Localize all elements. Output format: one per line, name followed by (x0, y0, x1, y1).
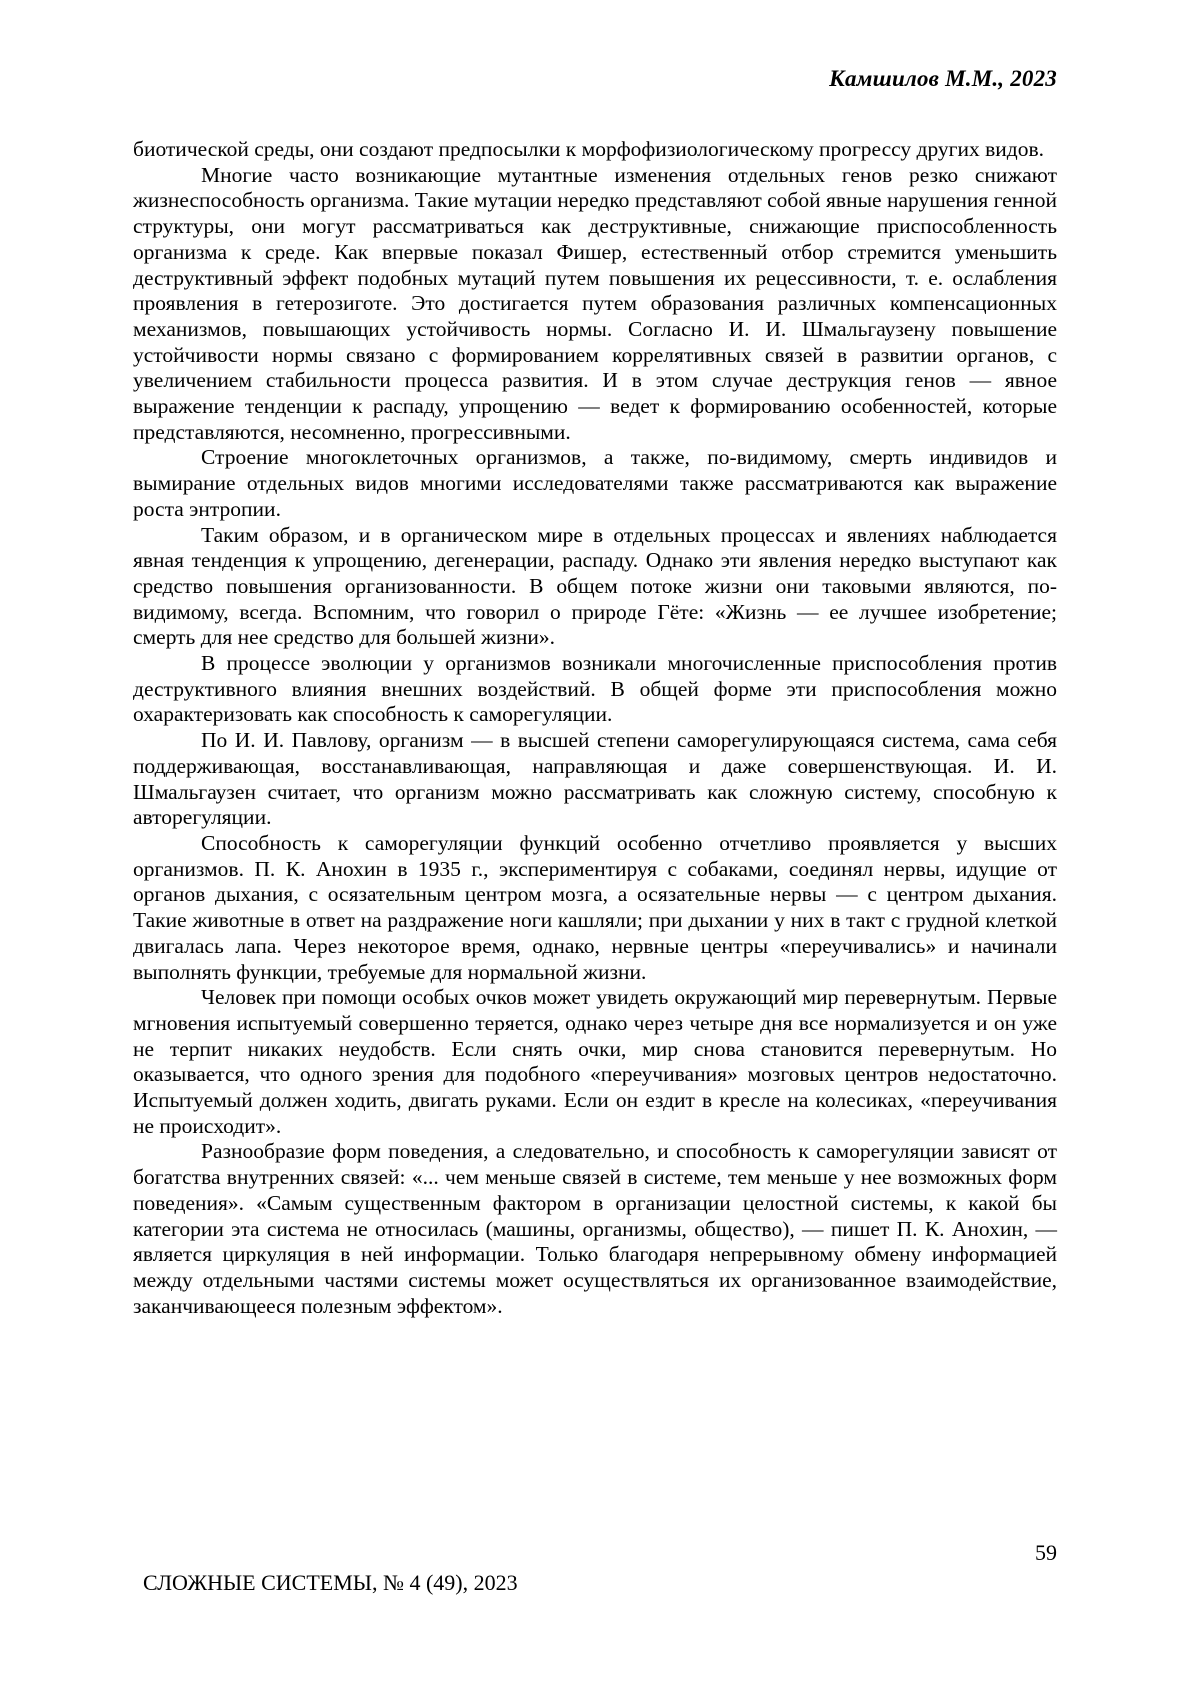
paragraph: В процессе эволюции у организмов возникали многочисленные приспособления против деструктивного влияния внешних воздействий. В общей форме эти приспособления можно охарактеризовать как способность к саморегуляции. (133, 651, 1057, 727)
paragraph: Таким образом, и в органическом мире в отдельных процессах и явлениях наблюдается явная тенденция к упрощению, дегенерации, распаду. Однако эти явления нередко выступают как средство повышения организованности. В общем потоке жизни они таковыми являются, по-видимому, всегда. Вспомним, что говорил о природе Гёте: «Жизнь — ее лучшее изобретение; смерть для нее средство для большей жизни». (133, 522, 1057, 650)
paragraph: Многие часто возникающие мутантные изменения отдельных генов резко снижают жизнеспособность организма. Такие мутации нередко представляют собой явные нарушения генной структуры, они могут рассматриваться как деструктивные, снижающие приспособленность организма к среде. Как впервые показал Фишер, естественный отбор стремится уменьшить деструктивный эффект подобных мутаций путем повышения их рецессивности, т. е. ослабления проявления в гетерозиготе. Это достигается путем образования различных компенсационных механизмов, повышающих устойчивость нормы. Согласно И. И. Шмальгаузену повышение устойчивости нормы связано с формированием коррелятивных связей в развитии органов, с увеличением стабильности процесса развития. И в этом случае деструкция генов — явное выражение тенденции к распаду, упрощению — ведет к формированию особенностей, которые представляются, несомненно, прогрессивными. (133, 162, 1057, 444)
paragraph: По И. И. Павлову, организм — в высшей степени саморегулирующаяся система, сама себя поддерживающая, восстанавливающая, направляющая и даже совершенствующая. И. И. Шмальгаузен считает, что организм можно рассматривать как сложную систему, способную к авторегуляции. (133, 728, 1057, 830)
paragraph: Строение многоклеточных организмов, а также, по-видимому, смерть индивидов и вымирание отдельных видов многими исследователями также рассматриваются как выражение роста энтропии. (133, 445, 1057, 521)
journal-footer: СЛОЖНЫЕ СИСТЕМЫ, № 4 (49), 2023 (143, 1570, 518, 1595)
paragraph: Разнообразие форм поведения, а следовательно, и способность к саморегуляции зависят от богатства внутренних связей: «... чем меньше связей в системе, тем меньше у нее возможных форм поведения». «Самым существенным фактором в организации целостной системы, к какой бы категории эта система не относилась (машины, организмы, общество), — пишет П. К. Анохин, — является циркуляция в ней информации. Только благодаря непрерывному обмену информацией между отдельными частями системы может осуществляться их организованное взаимодействие, заканчивающееся полезным эффектом». (133, 1139, 1057, 1318)
paragraph: Способность к саморегуляции функций особенно отчетливо проявляется у высших организмов. П. К. Анохин в 1935 г., экспериментируя с собаками, соединял нервы, идущие от органов дыхания, с осязательным центром мозга, а осязательные нервы — с центром дыхания. Такие животные в ответ на раздражение ноги кашляли; при дыхании у них в такт с грудной клеткой двигалась лапа. Через некоторое время, однако, нервные центры «переучивались» и начинали выполнять функции, требуемые для нормальной жизни. (133, 830, 1057, 984)
paragraph: биотической среды, они создают предпосылки к морфофизиологическому прогрессу других видов. (133, 137, 1044, 161)
page-number: 59 (1035, 1540, 1057, 1565)
article-body (133, 137, 1057, 1319)
running-head: Камшилов М.М., 2023 (829, 66, 1057, 91)
paragraph: Человек при помощи особых очков может увидеть окружающий мир перевернутым. Первые мгновения испытуемый совершенно теряется, однако через четыре дня все нормализуется и он уже не терпит никаких неудобств. Если снять очки, мир снова становится перевернутым. Но оказывается, что одного зрения для подобного «переучивания» мозговых центров недостаточно. Испытуемый должен ходить, двигать руками. Если он ездит в кресле на колесиках, «переучивания не происходит». (133, 985, 1057, 1138)
